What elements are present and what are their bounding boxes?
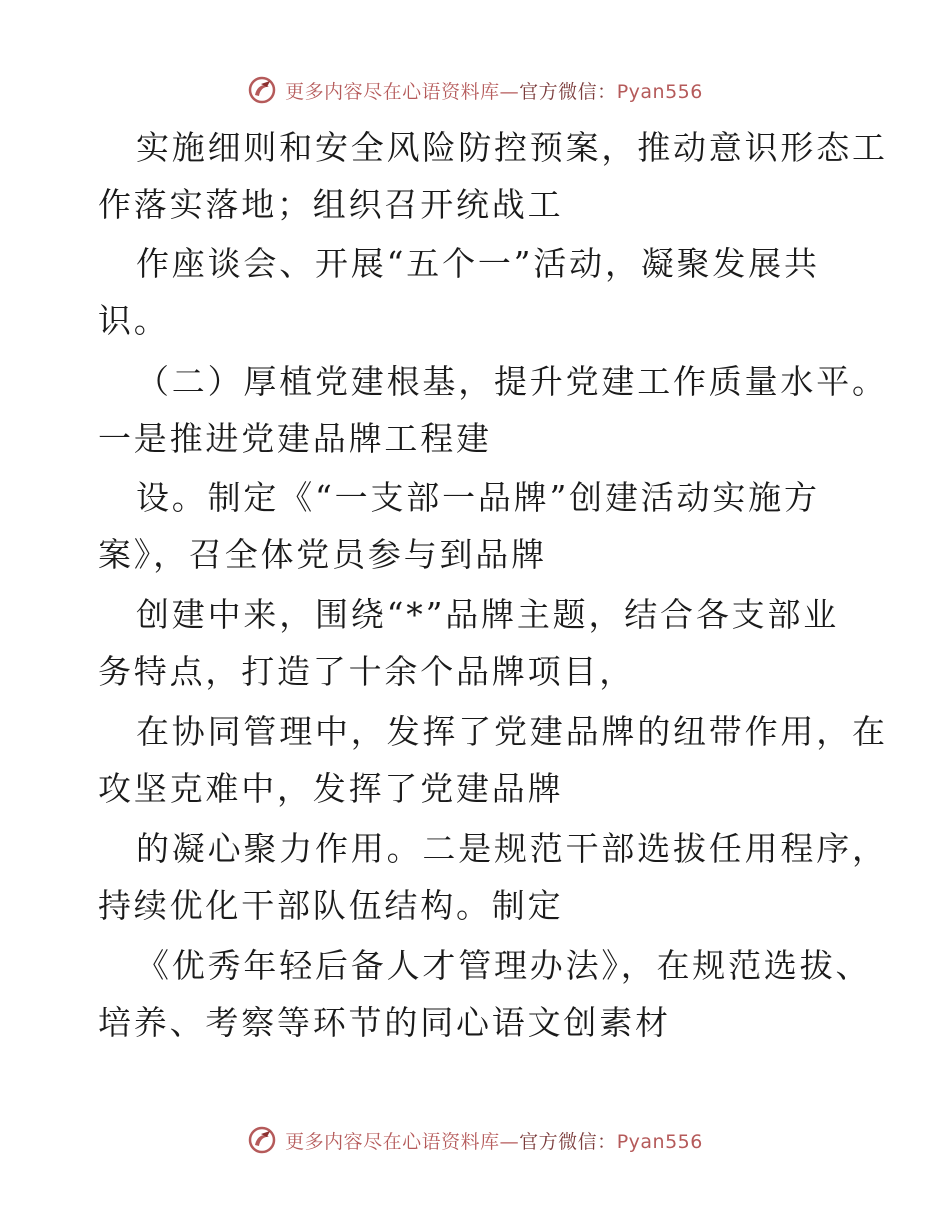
watermark-text: [285, 1127, 703, 1154]
paragraph-4-line-1: 设。制定《“一支部一品牌”创建活动实施方: [136, 478, 820, 517]
paragraph-5-line-2: 务特点，打造了十余个品牌项目，: [98, 652, 635, 691]
paragraph-1-line-1: 实施细则和安全风险防控预案，推动意识形态工: [136, 128, 888, 167]
paragraph-3-line-2: 一是推进党建品牌工程建: [98, 419, 492, 458]
header-watermark-banner: [0, 70, 950, 110]
paragraph-2-line-2: 识。: [98, 301, 170, 340]
footer-watermark-banner: [0, 1120, 950, 1160]
watermark-separator: —: [499, 80, 520, 103]
paragraph-6-line-2: 攻坚克难中，发挥了党建品牌: [98, 769, 564, 808]
watermark-main: 更多内容尽在心语资料库: [285, 1130, 500, 1153]
paragraph-2-line-1: 作座谈会、开展“五个一”活动，凝聚发展共: [136, 244, 820, 283]
swirl-logo-icon: [247, 1125, 277, 1155]
watermark-official-label: 官方微信：: [519, 80, 617, 103]
watermark-official-label: 官方微信：: [519, 1130, 617, 1153]
watermark-main: 更多内容尽在心语资料库: [285, 80, 500, 103]
watermark-text: [285, 77, 703, 104]
paragraph-4-line-2: 案》，召全体党员参与到品牌: [98, 535, 547, 574]
watermark-wechat-id: Pyan556: [616, 80, 703, 103]
watermark-separator: —: [499, 1130, 520, 1153]
paragraph-7-line-2: 持续优化干部队伍结构。制定: [98, 886, 564, 925]
paragraph-3-line-1: （二）厚植党建根基，提升党建工作质量水平。: [136, 362, 888, 401]
paragraph-1-line-2: 作落实落地；组织召开统战工: [98, 185, 564, 224]
swirl-logo-icon: [247, 75, 277, 105]
paragraph-8-line-1: 《优秀年轻后备人才管理办法》，在规范选拔、: [136, 946, 872, 985]
watermark-wechat-id: Pyan556: [616, 1130, 703, 1153]
paragraph-6-line-1: 在协同管理中，发挥了党建品牌的纽带作用，在: [136, 712, 888, 751]
paragraph-5-line-1: 创建中来，围绕“*”品牌主题，结合各支部业: [136, 595, 840, 634]
paragraph-7-line-1: 的凝心聚力作用。二是规范干部选拔任用程序，: [136, 829, 888, 868]
paragraph-8-line-2: 培养、考察等环节的同心语文创素材: [98, 1003, 671, 1042]
